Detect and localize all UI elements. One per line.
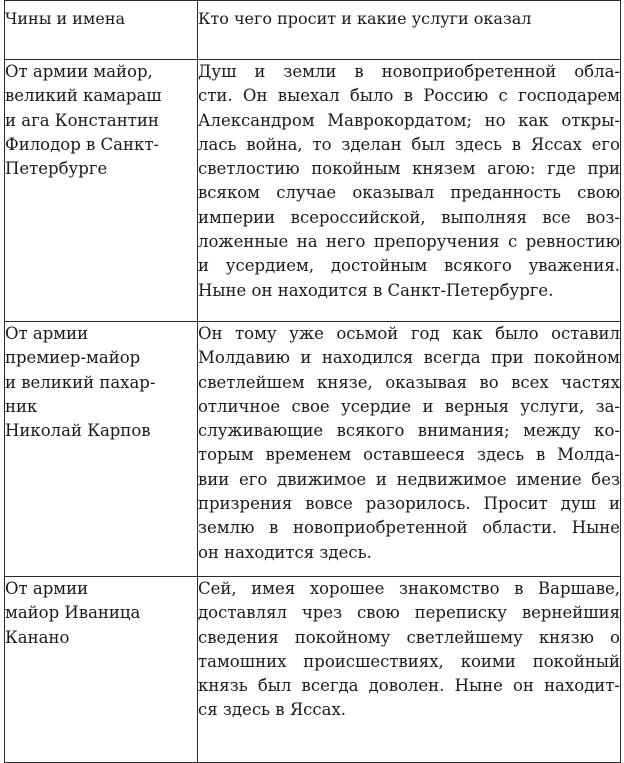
- header-names: Чины и имена: [5, 1, 198, 60]
- request-line: сти. Он выехал было в Россию с господарем: [198, 86, 620, 106]
- name-line: Петербурге: [5, 159, 108, 179]
- name-line: и ага Константин: [5, 110, 159, 130]
- name-line: и великий пахар-: [5, 372, 156, 392]
- request-line: служивающие всякого внимания; между ко-: [198, 421, 620, 441]
- name-line: Филодор в Санкт-: [5, 134, 160, 154]
- request-line: лась война, то зделан был здесь в Яссах его: [198, 134, 620, 154]
- request-line: Сей, имея хорошее знакомство в Варшаве,: [198, 579, 620, 598]
- request-line: Ныне он находится в Санкт-Петербурге.: [198, 280, 554, 300]
- name-line: От армии майор,: [5, 62, 153, 81]
- table-header-row: [5, 1, 621, 60]
- name-line: премиер-майор: [5, 348, 141, 368]
- request-line: Он тому уже осьмой год как было оставил: [198, 324, 620, 343]
- request-line: доставлял чрез свою переписку вернейшия: [198, 603, 620, 623]
- request-line: Александром Маврокордатом; но как откры-: [198, 110, 620, 130]
- request-line: светлейшем князе, оказывая во всех частях: [198, 372, 620, 392]
- request-line: сведения покойному светлейшему князю о: [198, 627, 620, 647]
- request-line: вии его движимое и недвижимое имение без: [198, 469, 620, 489]
- request-line: Молдавию и находился всегда при покойном: [198, 348, 620, 368]
- name-cell: [5, 577, 198, 763]
- request-line: землю в новоприобретенной области. Ныне: [198, 518, 620, 538]
- name-line: Николай Карпов: [5, 421, 151, 441]
- request-cell: [198, 322, 621, 577]
- request-line: ся здесь в Яссах.: [198, 700, 347, 720]
- request-line: Душ и земли в новоприобретенной обла-: [198, 62, 620, 81]
- name-line: От армии: [5, 579, 89, 598]
- request-cell: [198, 577, 621, 763]
- name-cell: [5, 60, 198, 322]
- request-line: всяком случае оказывал преданность свою: [198, 183, 620, 203]
- table-row: [5, 577, 621, 763]
- header-requests: Кто чего просит и какие услуги оказал: [198, 1, 621, 60]
- request-line: князь был всегда доволен. Ныне он находит-: [198, 676, 620, 696]
- name-line: Канано: [5, 627, 70, 647]
- request-line: ложенные на него препоручения с ревностию: [198, 232, 620, 252]
- request-line: империи всероссийской, выполняя все воз-: [198, 207, 620, 227]
- request-line: и усердием, достойным всякого уважения.: [198, 256, 620, 276]
- table-row: [5, 60, 621, 322]
- name-line: великий камараш: [5, 86, 162, 106]
- request-line: торым временем оставшееся здесь в Молда-: [198, 445, 620, 465]
- table-row: [5, 322, 621, 577]
- petitions-table: [4, 0, 621, 763]
- name-line: От армии: [5, 324, 89, 343]
- name-line: майор Иваница: [5, 603, 141, 623]
- request-line: призрения вовсе разорилось. Просит душ и: [198, 494, 620, 514]
- request-line: он находится здесь.: [198, 542, 372, 562]
- name-line: ник: [5, 396, 38, 416]
- request-line: отличное свое усердие и верныя услуги, за-: [198, 396, 620, 416]
- request-cell: [198, 60, 621, 322]
- request-line: светлостию покойным князем агою: где при: [198, 159, 620, 179]
- name-cell: [5, 322, 198, 577]
- request-line: тамошних происшествиях, коими покойный: [198, 651, 620, 671]
